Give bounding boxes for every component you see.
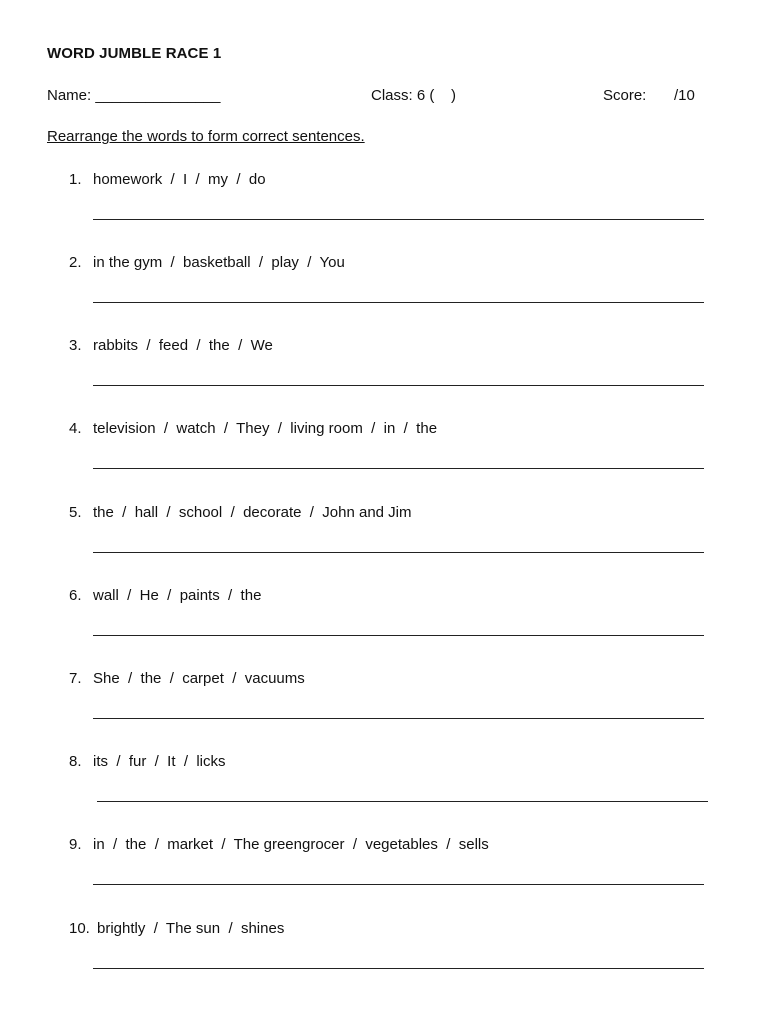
answer-line	[93, 302, 704, 303]
question-number: 8.	[69, 753, 82, 770]
answer-line	[93, 219, 704, 220]
question-item	[0, 420, 768, 490]
question-number: 7.	[69, 670, 82, 687]
question-number: 6.	[69, 587, 82, 604]
question-words: She / the / carpet / vacuums	[93, 670, 305, 687]
answer-line	[93, 968, 704, 969]
question-number: 10.	[69, 920, 90, 937]
question-item	[0, 836, 768, 906]
question-item	[0, 753, 768, 823]
answer-line	[93, 884, 704, 885]
question-words: in / the / market / The greengrocer / vegetables / sells	[93, 836, 489, 853]
question-item	[0, 920, 768, 990]
question-words: homework / I / my / do	[93, 171, 266, 188]
question-words: wall / He / paints / the	[93, 587, 262, 604]
question-words: brightly / The sun / shines	[97, 920, 285, 937]
class-field: Class: 6 ( )	[371, 87, 457, 104]
question-item	[0, 587, 768, 657]
question-number: 9.	[69, 836, 82, 853]
answer-line	[93, 635, 704, 636]
question-number: 5.	[69, 504, 82, 521]
question-words: its / fur / It / licks	[93, 753, 226, 770]
question-number: 4.	[69, 420, 82, 437]
answer-line	[93, 385, 704, 386]
question-words: the / hall / school / decorate / John and Jim	[93, 504, 412, 521]
question-words: television / watch / They / living room / in / the	[93, 420, 438, 437]
answer-line	[97, 801, 708, 802]
question-words: in the gym / basketball / play / You	[93, 254, 345, 271]
answer-line	[93, 718, 704, 719]
answer-line	[93, 552, 704, 553]
question-number: 1.	[69, 171, 82, 188]
answer-line	[93, 468, 704, 469]
name-field: Name: _______________	[47, 87, 221, 104]
instruction-text: Rearrange the words to form correct sentences.	[47, 128, 365, 145]
question-item	[0, 504, 768, 574]
question-item	[0, 670, 768, 740]
question-number: 2.	[69, 254, 82, 271]
question-item	[0, 254, 768, 324]
student-info-row	[0, 87, 768, 107]
question-words: rabbits / feed / the / We	[93, 337, 273, 354]
question-item	[0, 171, 768, 241]
score-label: Score:	[603, 87, 647, 104]
question-number: 3.	[69, 337, 82, 354]
score-value: /10	[674, 87, 695, 104]
worksheet-title: WORD JUMBLE RACE 1	[47, 45, 222, 62]
question-item	[0, 337, 768, 407]
